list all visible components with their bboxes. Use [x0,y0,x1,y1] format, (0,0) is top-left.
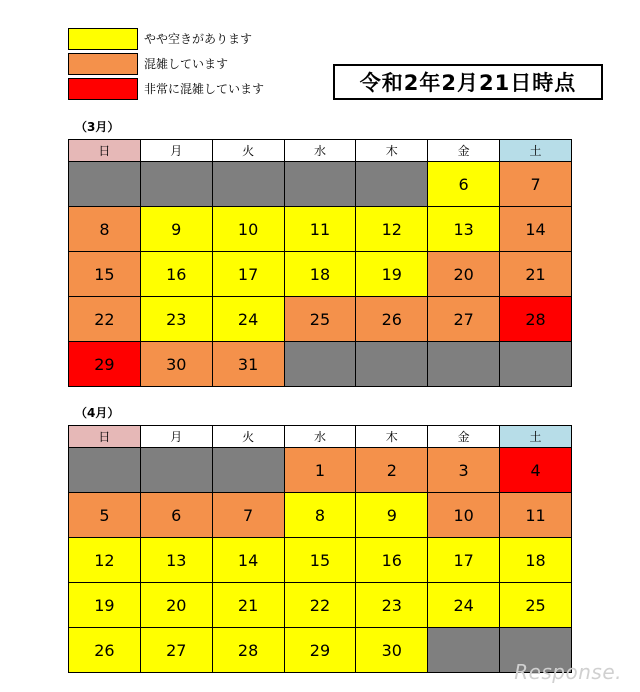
day-cell: 19 [69,583,141,628]
day-cell: 30 [140,342,212,387]
day-cell: 18 [284,252,356,297]
empty-day-cell [212,448,284,493]
weekday-header: 月 [140,426,212,448]
day-cell: 26 [69,628,141,673]
weekday-header: 火 [212,140,284,162]
weekday-header: 金 [428,140,500,162]
legend-swatch [68,53,138,75]
week-row [69,628,572,673]
day-cell: 27 [140,628,212,673]
week-row [69,448,572,493]
legend-label: 非常に混雑しています [144,82,265,96]
day-cell: 6 [140,493,212,538]
empty-day-cell [140,162,212,207]
day-cell: 30 [356,628,428,673]
weekday-header: 月 [140,140,212,162]
empty-day-cell [356,342,428,387]
weekday-header: 火 [212,426,284,448]
empty-day-cell [356,162,428,207]
day-cell: 11 [500,493,572,538]
week-row [69,493,572,538]
day-cell: 15 [284,538,356,583]
day-cell: 7 [500,162,572,207]
empty-day-cell [69,448,141,493]
day-cell: 1 [284,448,356,493]
day-cell: 24 [212,297,284,342]
week-row [69,207,572,252]
day-cell: 6 [428,162,500,207]
week-row [69,252,572,297]
day-cell: 23 [356,583,428,628]
day-cell: 24 [428,583,500,628]
day-cell: 16 [356,538,428,583]
day-cell: 23 [140,297,212,342]
day-cell: 18 [500,538,572,583]
day-cell: 10 [212,207,284,252]
legend-label: やや空きがあります [144,32,253,46]
day-cell: 12 [69,538,141,583]
day-cell: 9 [356,493,428,538]
day-cell: 16 [140,252,212,297]
month-label-march: （3月） [75,120,120,134]
day-cell: 10 [428,493,500,538]
day-cell: 12 [356,207,428,252]
day-cell: 3 [428,448,500,493]
week-row [69,538,572,583]
weekday-header: 日 [69,140,141,162]
month-label-april: （4月） [75,406,120,420]
empty-day-cell [500,342,572,387]
empty-day-cell [284,342,356,387]
calendar-april [68,425,572,673]
legend-label: 混雑しています [144,57,229,71]
week-row [69,342,572,387]
day-cell: 29 [69,342,141,387]
day-cell: 14 [500,207,572,252]
day-cell: 2 [356,448,428,493]
weekday-header-row [69,426,572,448]
day-cell: 11 [284,207,356,252]
weekday-header: 木 [356,140,428,162]
day-cell: 8 [69,207,141,252]
week-row [69,583,572,628]
day-cell: 13 [428,207,500,252]
day-cell: 17 [212,252,284,297]
day-cell: 25 [500,583,572,628]
day-cell: 8 [284,493,356,538]
weekday-header: 水 [284,426,356,448]
weekday-header: 土 [500,426,572,448]
day-cell: 22 [69,297,141,342]
as-of-date: 令和2年2月21日時点 [333,64,603,100]
calendar-march [68,139,572,387]
day-cell: 29 [284,628,356,673]
day-cell: 22 [284,583,356,628]
day-cell: 28 [500,297,572,342]
legend-swatch [68,78,138,100]
day-cell: 4 [500,448,572,493]
day-cell: 31 [212,342,284,387]
day-cell: 20 [140,583,212,628]
weekday-header-row [69,140,572,162]
day-cell: 21 [212,583,284,628]
weekday-header: 金 [428,426,500,448]
watermark-logo: Response. [514,660,622,684]
empty-day-cell [428,628,500,673]
empty-day-cell [140,448,212,493]
weekday-header: 木 [356,426,428,448]
weekday-header: 土 [500,140,572,162]
weekday-header: 水 [284,140,356,162]
empty-day-cell [284,162,356,207]
day-cell: 20 [428,252,500,297]
day-cell: 21 [500,252,572,297]
week-row [69,297,572,342]
day-cell: 9 [140,207,212,252]
day-cell: 7 [212,493,284,538]
empty-day-cell [212,162,284,207]
day-cell: 14 [212,538,284,583]
empty-day-cell [428,342,500,387]
day-cell: 25 [284,297,356,342]
day-cell: 13 [140,538,212,583]
day-cell: 15 [69,252,141,297]
weekday-header: 日 [69,426,141,448]
empty-day-cell [69,162,141,207]
week-row [69,162,572,207]
day-cell: 17 [428,538,500,583]
day-cell: 27 [428,297,500,342]
day-cell: 28 [212,628,284,673]
day-cell: 19 [356,252,428,297]
day-cell: 5 [69,493,141,538]
day-cell: 26 [356,297,428,342]
legend-swatch [68,28,138,50]
